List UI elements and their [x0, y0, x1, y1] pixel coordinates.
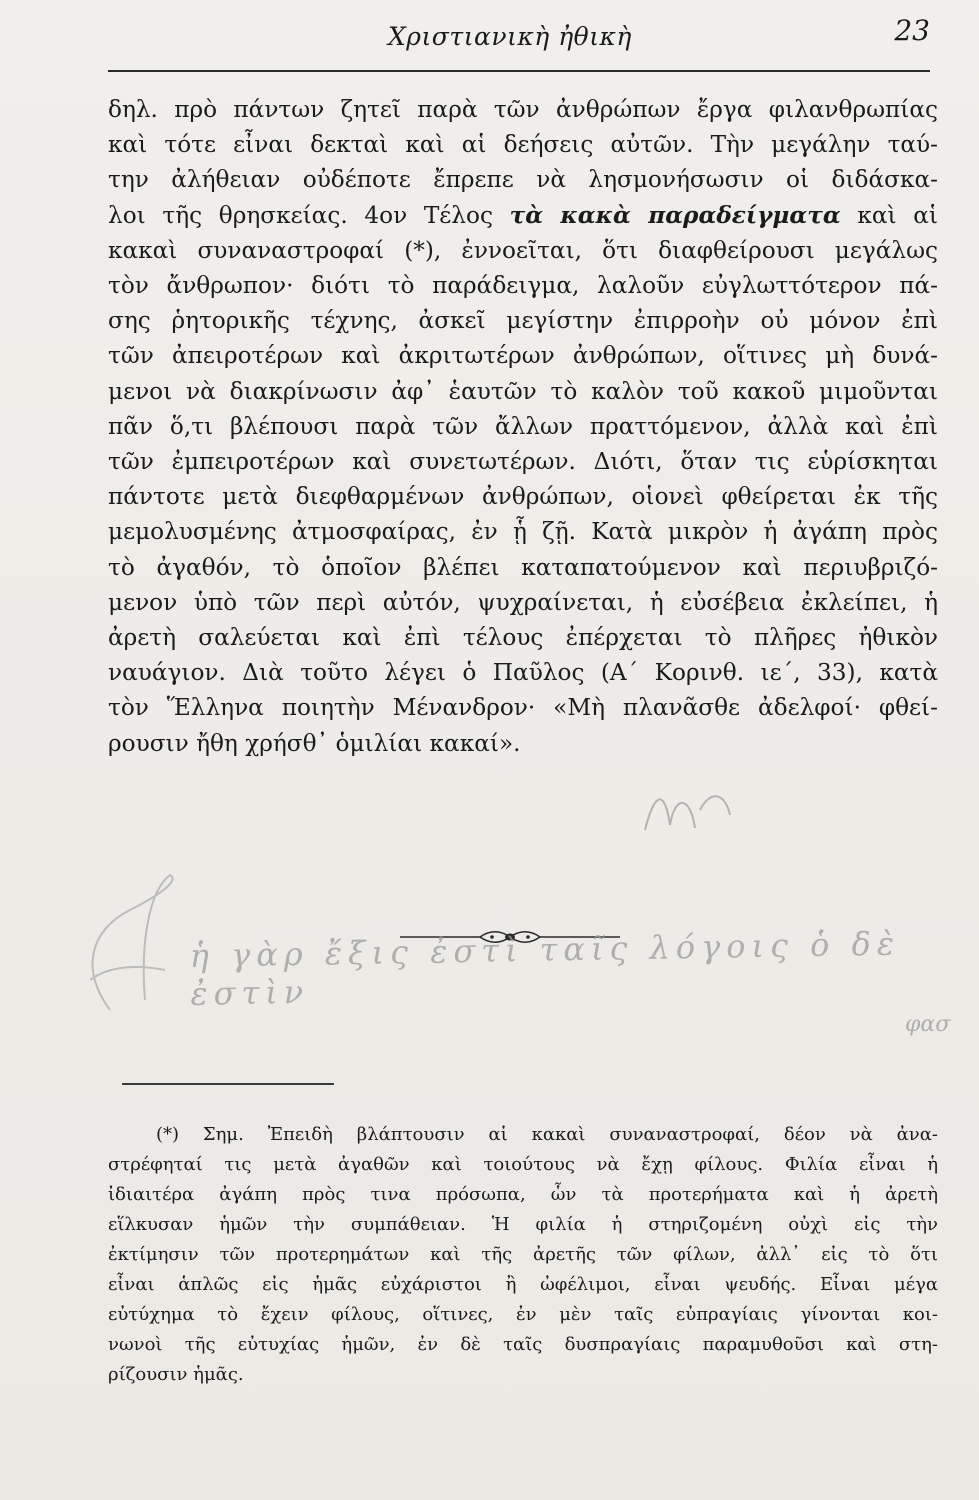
footnote: [108, 1120, 938, 1390]
footnote-line: εἶναι ἁπλῶς εἰς ἡμᾶς εὐχάριστοι ἢ ὠφέλιμοι, εἶναι ψευδής. Εἶναι μέγα: [108, 1274, 938, 1295]
text-line: πάντοτε μετὰ διεφθαρμένων ἀνθρώπων, οἱονεὶ φθείρεται ἐκ τῆς: [108, 483, 938, 511]
pencil-mark-icon: [640, 780, 740, 840]
running-title: Χριστιανικὴ ἠθικὴ: [388, 22, 632, 51]
page-header: [108, 8, 938, 74]
text-line: κακαὶ συναναστροφαί (*), ἐννοεῖται, ὅτι διαφθείρουσι μεγάλως: [108, 236, 938, 264]
footnote-line: ρίζουσιν ἡμᾶς.: [108, 1364, 244, 1385]
text-line: πᾶν ὅ,τι βλέπουσι παρὰ τῶν ἄλλων πραττόμενον, ἀλλὰ καὶ ἐπὶ: [108, 412, 938, 440]
text-line: καὶ τότε εἶναι δεκταὶ καὶ αἱ δεήσεις αὐτῶν. Τὴν μεγάλην ταύ-: [108, 131, 938, 159]
pencil-annotation: ἡ γὰρ ἔξις ἐστὶ ταῖς λόγοις ὁ δὲ ἐστὶν: [189, 924, 901, 1013]
footnote-line: (*) Σημ. Ἐπειδὴ βλάπτουσιν αἱ κακαὶ συναναστροφαί, δέον νὰ ἀνα-: [156, 1124, 938, 1145]
text-line: μενον ὑπὸ τῶν περὶ αὐτόν, ψυχραίνεται, ἡ εὐσέβεια ἐκλείπει, ἡ: [108, 588, 938, 616]
pencil-margin-note: φασ: [905, 1012, 951, 1037]
main-text: [108, 92, 938, 761]
text-fragment: καὶ αἱ: [857, 201, 938, 229]
text-line: τῶν ἐμπειροτέρων καὶ συνετωτέρων. Διότι, ὅταν τις εὑρίσκηται: [108, 448, 938, 476]
footnote-line: νωνοὶ τῆς εὐτυχίας ἡμῶν, ἐν δὲ ταῖς δυσπραγίαις παραμυθοῦσι καὶ στη-: [108, 1334, 938, 1355]
page-number: 23: [894, 14, 930, 47]
text-fragment: λοι τῆς θρησκείας. 4ον Τέλος: [108, 201, 493, 229]
footnote-line: ἰδιαιτέρα ἀγάπη πρὸς τινα πρόσωπα, ὧν τὰ προτερήματα καὶ ἡ ἀρετὴ: [108, 1184, 938, 1205]
header-rule: [108, 70, 930, 72]
emphasis-phrase: τὰ κακὰ παραδείγματα: [509, 201, 841, 229]
text-line: τῶν ἀπειροτέρων καὶ ἀκριτωτέρων ἀνθρώπων, οἵτινες μὴ δυνά-: [108, 342, 938, 370]
text-line: ἀρετὴ σαλεύεται καὶ ἐπὶ τέλους ἐπέρχεται τὸ πλῆρες ἠθικὸν: [108, 624, 938, 652]
text-line: δηλ. πρὸ πάντων ζητεῖ παρὰ τῶν ἀνθρώπων ἔργα φιλανθρωπίας: [108, 96, 938, 123]
text-line: σης ῥητορικῆς τέχνης, ἀσκεῖ μεγίστην ἐπιρροὴν οὐ μόνον ἐπὶ: [108, 307, 938, 335]
text-line: τὸν Ἕλληνα ποιητὴν Μένανδρον· «Μὴ πλανᾶσθε ἀδελφοί· φθεί-: [108, 694, 938, 722]
text-line: τὸν ἄνθρωπον· διότι τὸ παράδειγμα, λαλοῦν εὐγλωττότερον πά-: [108, 272, 938, 300]
text-line-with-emphasis: [108, 198, 938, 233]
text-line: ναυάγιον. Διὰ τοῦτο λέγει ὁ Παῦλος (Α΄ Κορινθ. ιε΄, 33), κατὰ: [108, 659, 938, 687]
text-line: μενοι νὰ διακρίνωσιν ἀφ᾽ ἑαυτῶν τὸ καλὸν τοῦ κακοῦ μιμοῦνται: [108, 377, 938, 405]
text-line: μεμολυσμένης ἀτμοσφαίρας, ἐν ᾗ ζῇ. Κατὰ μικρὸν ἡ ἀγάπη πρὸς: [108, 518, 938, 546]
footnote-line: στρέφηταί τις μετὰ ἀγαθῶν καὶ τοιούτους νὰ ἔχῃ φίλους. Φιλία εἶναι ἡ: [108, 1154, 938, 1175]
footnote-line: εἵλκυσαν ἡμῶν τὴν συμπάθειαν. Ἡ φιλία ἡ στηριζομένη οὐχὶ εἰς τὴν: [108, 1214, 938, 1235]
text-line: την ἀλήθειαν οὐδέποτε ἔπρεπε νὰ λησμονήσωσιν οἱ διδάσκα-: [108, 166, 938, 194]
footnote-line: εὐτύχημα τὸ ἔχειν φίλους, οἵτινες, ἐν μὲν ταῖς εὐπραγίαις γίνονται κοι-: [108, 1304, 938, 1325]
text-line: ρουσιν ἤθη χρήσθ᾽ ὁμιλίαι κακαί».: [108, 729, 521, 757]
text-line: τὸ ἀγαθόν, τὸ ὁποῖον βλέπει καταπατούμενον καὶ περιυβριζό-: [108, 553, 938, 581]
footnote-rule: [122, 1083, 334, 1085]
footnote-line: ἐκτίμησιν τῶν προτερημάτων καὶ τῆς ἀρετῆς τῶν φίλων, ἀλλ᾽ εἰς τὸ ὅτι: [108, 1244, 938, 1265]
